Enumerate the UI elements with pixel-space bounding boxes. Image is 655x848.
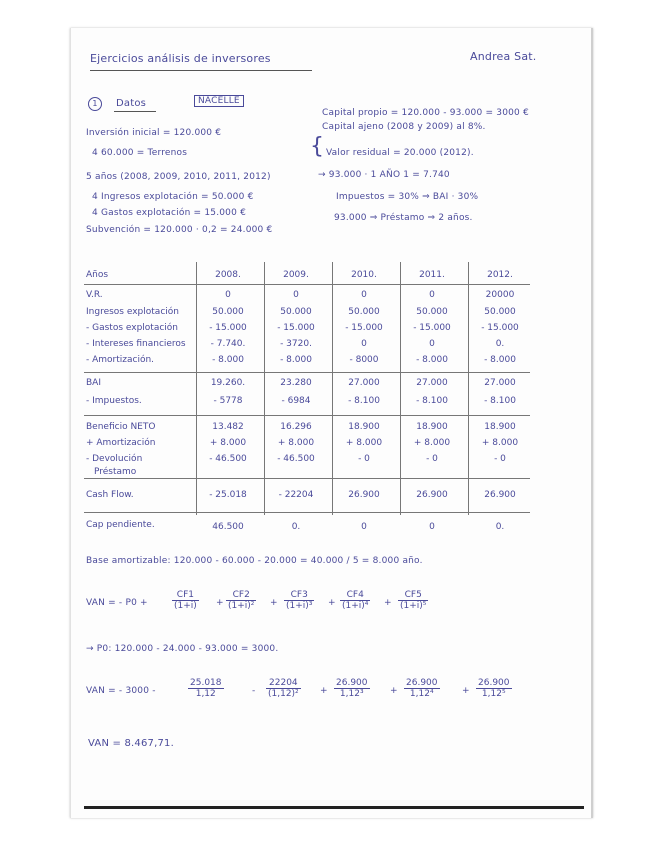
table-row-label: Ingresos explotación bbox=[86, 307, 179, 317]
table-header-cell: Años bbox=[86, 270, 109, 280]
data-right-line: Capital propio = 120.000 - 93.000 = 3000 € bbox=[322, 108, 529, 118]
table-row-label: Préstamo bbox=[94, 467, 137, 477]
table-column-rule bbox=[468, 262, 469, 515]
cash-flow-cell: 26.900 bbox=[416, 490, 448, 500]
table-cell: 0 bbox=[293, 290, 299, 300]
table-cell: 18.900 bbox=[348, 422, 380, 432]
operator-sign: + bbox=[462, 686, 470, 696]
table-cell: + 8.000 bbox=[345, 438, 383, 448]
cap-pendiente-cell: 46.500 bbox=[212, 522, 244, 532]
cap-pendiente-cell: 0. bbox=[495, 522, 505, 532]
cap-pendiente-cell: 0 bbox=[361, 522, 367, 532]
table-group-rule bbox=[84, 372, 530, 373]
table-row-label: - Intereses financieros bbox=[86, 339, 186, 349]
table-cell: 50.000 bbox=[416, 307, 448, 317]
table-cell: - 46.500 bbox=[277, 454, 315, 464]
table-cell: 0. bbox=[495, 339, 505, 349]
table-header-cell: 2010. bbox=[351, 270, 377, 280]
data-left-line: 5 años (2008, 2009, 2010, 2011, 2012) bbox=[86, 172, 271, 182]
data-heading-underline bbox=[114, 111, 156, 112]
table-cell: - 15.000 bbox=[277, 323, 315, 333]
cash-flow-fraction: $\frac{CF4}{\text{(1+i)⁴}}$ bbox=[342, 590, 369, 611]
problem-tag: NACELLE bbox=[194, 96, 244, 106]
cash-flow-cell: 26.900 bbox=[484, 490, 516, 500]
cash-flow-fraction: $\frac{CF5}{\text{(1+i)⁵}}$ bbox=[400, 590, 427, 611]
operator-sign: + bbox=[216, 598, 224, 608]
cash-flow-fraction: $\frac{CF1}{(1+i)}$ bbox=[174, 590, 197, 611]
page-title: Ejercicios análisis de inversores bbox=[90, 52, 271, 65]
table-cell: 0 bbox=[429, 290, 435, 300]
p0-calculation: → P0: 120.000 - 24.000 - 93.000 = 3000. bbox=[86, 644, 279, 654]
table-cell: 20000 bbox=[485, 290, 515, 300]
table-row-label: - Amortización. bbox=[86, 355, 155, 365]
table-cell: - 0 bbox=[426, 454, 438, 464]
table-header-cell: 2011. bbox=[419, 270, 445, 280]
table-cell: - 7.740. bbox=[210, 339, 246, 349]
discounted-cash-flow-fraction: $\frac{22204}{\text{(1,12)²}}$ bbox=[268, 678, 299, 699]
table-cell: 13.482 bbox=[212, 422, 244, 432]
table-cell: + 8.000 bbox=[413, 438, 451, 448]
table-cell: 50.000 bbox=[348, 307, 380, 317]
table-cell: - 8.100 bbox=[416, 396, 448, 406]
table-column-rule bbox=[400, 262, 401, 515]
table-header-rule bbox=[84, 284, 530, 285]
van-general-prefix: VAN = - P0 + bbox=[86, 598, 148, 608]
table-cell: - 8.100 bbox=[348, 396, 380, 406]
table-cell: - 6984 bbox=[281, 396, 311, 406]
operator-sign: + bbox=[328, 598, 336, 608]
cash-flow-fraction: $\frac{CF3}{\text{(1+i)³}}$ bbox=[286, 590, 313, 611]
operator-sign: + bbox=[390, 686, 398, 696]
table-cell: 18.900 bbox=[484, 422, 516, 432]
page-bottom-edge bbox=[84, 806, 584, 809]
table-cell: 0 bbox=[361, 290, 367, 300]
operator-sign: + bbox=[384, 598, 392, 608]
table-cell: + 8.000 bbox=[209, 438, 247, 448]
data-left-line: 4 Ingresos explotación = 50.000 € bbox=[92, 192, 254, 202]
table-cell: + 8.000 bbox=[481, 438, 519, 448]
discounted-cash-flow-fraction: $\frac{26.900}{\text{1,12⁴}}$ bbox=[406, 678, 438, 699]
table-cell: 0 bbox=[429, 339, 435, 349]
table-cell: - 8.000 bbox=[212, 355, 244, 365]
table-cell: 19.260. bbox=[210, 378, 246, 388]
table-row-label: + Amortización bbox=[86, 438, 156, 448]
table-cell: - 15.000 bbox=[413, 323, 451, 333]
cash-flow-fraction: $\frac{CF2}{\text{(1+i)²}}$ bbox=[228, 590, 255, 611]
van-result: VAN = 8.467,71. bbox=[88, 738, 174, 749]
table-cell: - 15.000 bbox=[209, 323, 247, 333]
cash-flow-label: Cash Flow. bbox=[86, 490, 134, 500]
table-column-rule bbox=[332, 262, 333, 515]
table-cell: 27.000 bbox=[416, 378, 448, 388]
table-cell: - 8.100 bbox=[484, 396, 516, 406]
table-header-cell: 2012. bbox=[487, 270, 513, 280]
title-underline bbox=[90, 70, 312, 71]
table-group-rule bbox=[84, 512, 530, 513]
data-left-line: Inversión inicial = 120.000 € bbox=[86, 128, 222, 138]
table-cell: 50.000 bbox=[212, 307, 244, 317]
table-cell: 50.000 bbox=[280, 307, 312, 317]
table-cell: - 8.000 bbox=[484, 355, 516, 365]
table-cell: 18.900 bbox=[416, 422, 448, 432]
brace-mark: { bbox=[310, 134, 324, 159]
table-cell: - 8000 bbox=[349, 355, 379, 365]
author-name: Andrea Sat. bbox=[470, 50, 537, 63]
operator-sign: + bbox=[320, 686, 328, 696]
problem-number: 1 bbox=[88, 97, 102, 111]
table-row-label: V.R. bbox=[86, 290, 103, 300]
data-heading: Datos bbox=[116, 98, 147, 109]
data-left-line: Subvención = 120.000 · 0,2 = 24.000 € bbox=[86, 225, 273, 235]
table-cell: - 8.000 bbox=[280, 355, 312, 365]
table-row-label: - Impuestos. bbox=[86, 396, 142, 406]
table-cell: 50.000 bbox=[484, 307, 516, 317]
data-right-line: → 93.000 · 1 AÑO 1 = 7.740 bbox=[318, 170, 450, 180]
operator-sign: - bbox=[252, 686, 256, 696]
cap-pendiente-label: Cap pendiente. bbox=[86, 520, 155, 530]
table-cell: 0 bbox=[361, 339, 367, 349]
table-cell: + 8.000 bbox=[277, 438, 315, 448]
table-column-rule bbox=[196, 262, 197, 515]
table-row-label: Beneficio NETO bbox=[86, 422, 156, 432]
table-cell: 0 bbox=[225, 290, 231, 300]
data-left-line: 4 Gastos explotación = 15.000 € bbox=[92, 208, 247, 218]
cap-pendiente-cell: 0 bbox=[429, 522, 435, 532]
table-cell: - 15.000 bbox=[481, 323, 519, 333]
table-row-label: BAI bbox=[86, 378, 101, 388]
table-cell: - 46.500 bbox=[209, 454, 247, 464]
table-cell: - 0 bbox=[494, 454, 506, 464]
base-amortizable: Base amortizable: 120.000 - 60.000 - 20.000 = 40.000 / 5 = 8.000 año. bbox=[86, 556, 423, 566]
data-right-line: Valor residual = 20.000 (2012). bbox=[326, 148, 474, 158]
table-row-label: - Devolución bbox=[86, 454, 143, 464]
data-right-line: Impuestos = 30% ⇒ BAI · 30% bbox=[336, 192, 479, 202]
table-header-cell: 2009. bbox=[283, 270, 309, 280]
table-group-rule bbox=[84, 478, 530, 479]
table-cell: 27.000 bbox=[348, 378, 380, 388]
data-right-line: Capital ajeno (2008 y 2009) al 8%. bbox=[322, 122, 486, 132]
cash-flow-cell: - 22204 bbox=[278, 490, 314, 500]
table-cell: 16.296 bbox=[280, 422, 312, 432]
table-header-cell: 2008. bbox=[215, 270, 241, 280]
table-cell: - 15.000 bbox=[345, 323, 383, 333]
discounted-cash-flow-fraction: $\frac{25.018}{1,12}$ bbox=[190, 678, 222, 699]
cash-flow-cell: - 25.018 bbox=[209, 490, 247, 500]
table-cell: 23.280 bbox=[280, 378, 312, 388]
table-column-rule bbox=[264, 262, 265, 515]
discounted-cash-flow-fraction: $\frac{26.900}{\text{1,12⁵}}$ bbox=[478, 678, 510, 699]
van-numeric-prefix: VAN = - 3000 - bbox=[86, 686, 156, 696]
table-group-rule bbox=[84, 415, 530, 416]
operator-sign: + bbox=[270, 598, 278, 608]
table-cell: - 3720. bbox=[280, 339, 312, 349]
discounted-cash-flow-fraction: $\frac{26.900}{\text{1,12³}}$ bbox=[336, 678, 368, 699]
cap-pendiente-cell: 0. bbox=[291, 522, 301, 532]
table-cell: 27.000 bbox=[484, 378, 516, 388]
table-cell: - 8.000 bbox=[416, 355, 448, 365]
cash-flow-cell: 26.900 bbox=[348, 490, 380, 500]
table-row-label: - Gastos explotación bbox=[86, 323, 178, 333]
data-right-line: 93.000 ⇒ Préstamo ⇒ 2 años. bbox=[334, 213, 473, 223]
table-cell: - 0 bbox=[358, 454, 370, 464]
table-cell: - 5778 bbox=[213, 396, 243, 406]
data-left-line: 4 60.000 = Terrenos bbox=[92, 148, 188, 158]
